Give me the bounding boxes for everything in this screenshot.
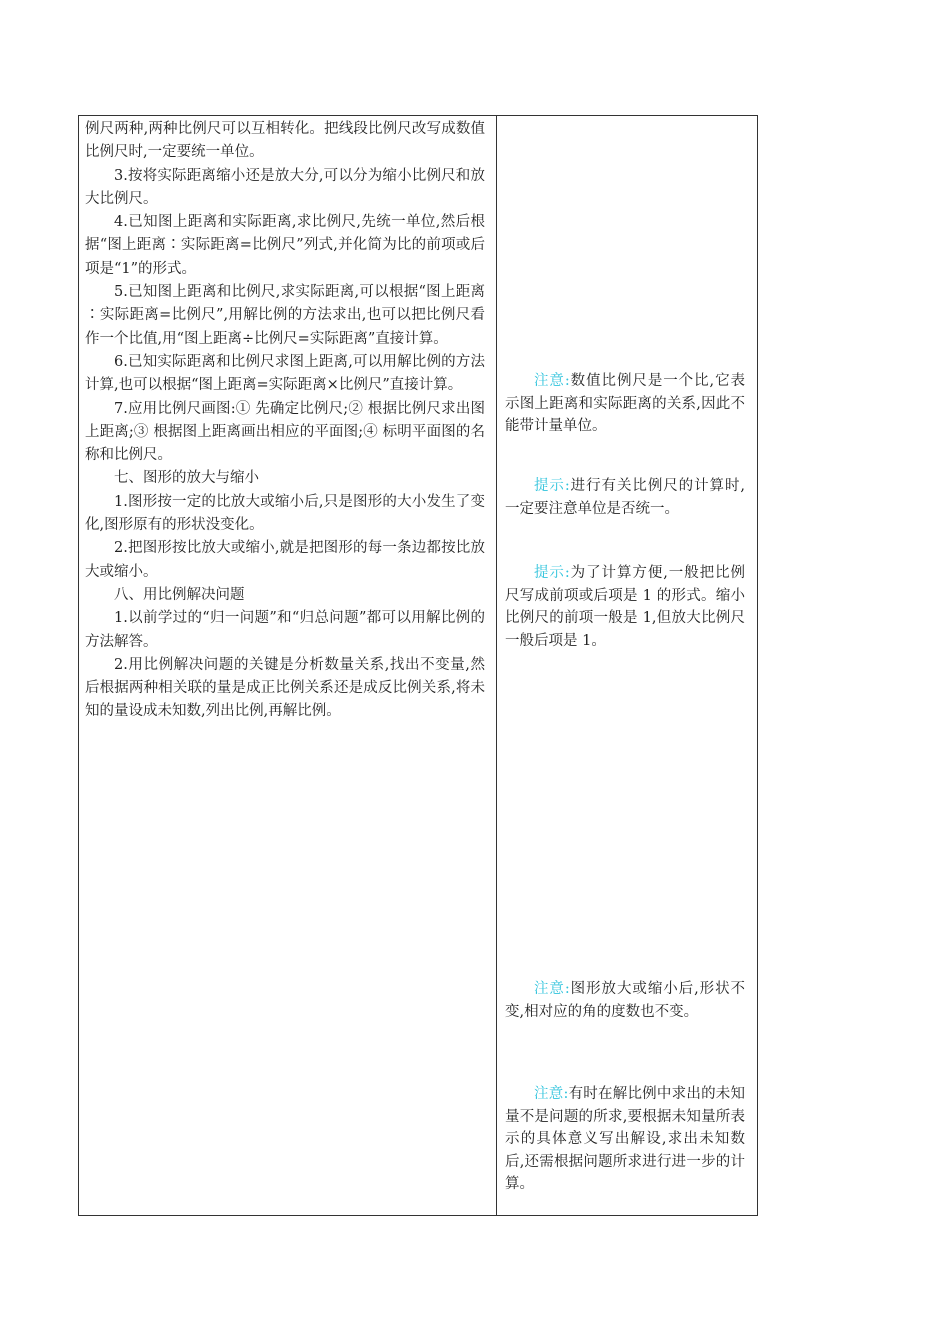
note-further-calc <box>505 1083 745 1196</box>
note-numeric-scale <box>505 370 745 438</box>
note-scale-form <box>505 562 745 652</box>
paragraph-find-scale: 4.已知图上距离和实际距离,求比例尺,先统一单位,然后根据“图上距离∶实际距离=比例尺”列式,并化简为比的前项或后项是“1”的形式。 <box>85 214 485 277</box>
section-heading-solve-problems: 八、用比例解决问题 <box>114 586 245 603</box>
main-column <box>85 118 485 724</box>
notes-table <box>78 115 758 1216</box>
paragraph-scale-conversion: 例尺两种,两种比例尺可以互相转化。把线段比例尺改写成数值比例尺时,一定要统一单位。 <box>85 121 485 161</box>
note-text: 图形放大或缩小后,形状不变,相对应的角的度数也不变。 <box>505 981 746 1020</box>
note-text: 数值比例尺是一个比,它表示图上距离和实际距离的关系,因此不能带计量单位。 <box>505 373 746 435</box>
paragraph-key-to-solving: 2.用比例解决问题的关键是分析数量关系,找出不变量,然后根据两种相关联的量是成正比例关系还是成反比例关系,将未知的量设成未知数,列出比例,再解比例。 <box>85 656 485 720</box>
section-heading-enlarge-shrink: 七、图形的放大与缩小 <box>114 470 259 487</box>
paragraph-find-actual-distance: 5.已知图上距离和比例尺,求实际距离,可以根据“图上距离∶实际距离=比例尺”,用解比例的方法求出,也可以把比例尺看作一个比值,用“图上距离÷比例尺=实际距离”直接计算。 <box>85 284 485 347</box>
note-unit-check <box>505 475 745 520</box>
note-tag: 提示: <box>534 565 570 581</box>
note-tag: 注意: <box>534 981 570 997</box>
paragraph-scale-types: 3.按将实际距离缩小还是放大分,可以分为缩小比例尺和放大比例尺。 <box>85 167 485 207</box>
note-tag: 注意: <box>534 1086 569 1102</box>
note-text: 进行有关比例尺的计算时,一定要注意单位是否统一。 <box>505 478 746 517</box>
note-tag: 注意: <box>534 373 570 389</box>
paragraph-scale-every-side: 2.把图形按比放大或缩小,就是把图形的每一条边都按比放大或缩小。 <box>85 540 485 580</box>
paragraph-unitary-problems: 1.以前学过的“归一问题”和“归总问题”都可以用解比例的方法解答。 <box>85 610 485 650</box>
column-divider <box>496 116 497 1215</box>
note-text: 为了计算方便,一般把比例尺写成前项或后项是 1 的形式。缩小比例尺的前项一般是 1,但放大比例尺一般后项是 1。 <box>505 565 746 649</box>
note-tag: 提示: <box>534 478 570 494</box>
paragraph-draw-with-scale: 7.应用比例尺画图:① 先确定比例尺;② 根据比例尺求出图上距离;③ 根据图上距离画出相应的平面图;④ 标明平面图的名称和比例尺。 <box>85 400 485 464</box>
paragraph-find-map-distance: 6.已知实际距离和比例尺求图上距离,可以用解比例的方法计算,也可以根据“图上距离=实际距离×比例尺”直接计算。 <box>85 353 485 394</box>
note-shape-unchanged <box>505 978 745 1023</box>
note-text: 有时在解比例中求出的未知量不是问题的所求,要根据未知量所表示的具体意义写出解设,求出未知数后,还需根据问题所求进行进一步的计算。 <box>505 1086 746 1193</box>
paragraph-shape-scaling: 1.图形按一定的比放大或缩小后,只是图形的大小发生了变化,图形原有的形状没变化。 <box>85 493 485 534</box>
